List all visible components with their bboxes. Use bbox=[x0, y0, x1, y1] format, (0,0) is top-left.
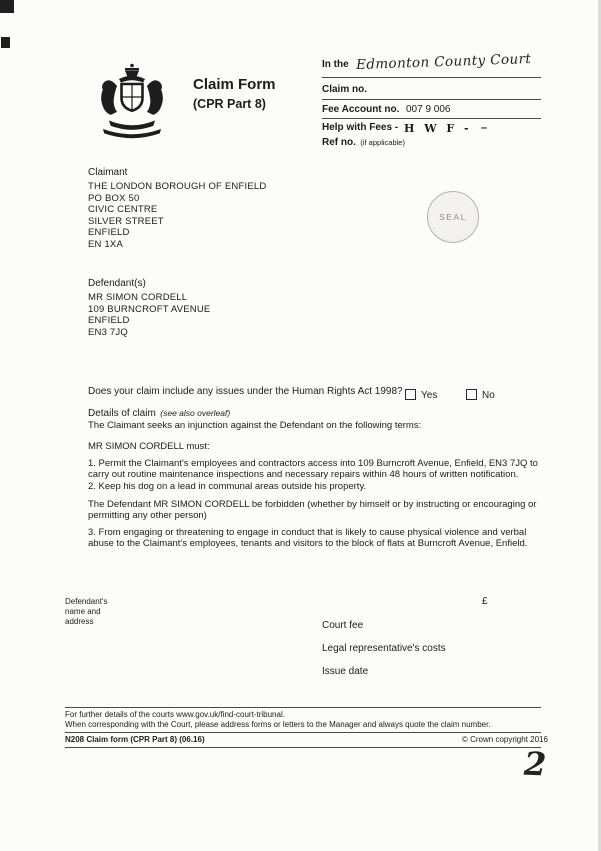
hra-no-option bbox=[466, 385, 495, 403]
royal-coat-of-arms-icon bbox=[90, 62, 174, 145]
seal-text: SEAL bbox=[439, 212, 467, 222]
in-the-label: In the bbox=[322, 59, 349, 70]
header-rule bbox=[322, 77, 541, 78]
claim-no-label: Claim no. bbox=[322, 84, 368, 95]
defendant-name-address-label-line: Defendant's bbox=[65, 597, 108, 606]
details-paragraph-1: 1. Permit the Claimant's employees and contractors access into 109 Burncroft Avenue, Enfield, EN3 7JQ to carry out routine maintenance inspections and necessary repairs within 48 hours of written notification. bbox=[88, 458, 538, 480]
no-checkbox[interactable] bbox=[466, 389, 477, 400]
fee-account-value: 007 9 006 bbox=[406, 104, 451, 115]
defendant-name-address-label bbox=[65, 597, 107, 627]
defendant-address-line: 109 BURNCROFT AVENUE bbox=[88, 303, 211, 315]
form-id: N208 Claim form (CPR Part 8) (06.16) bbox=[65, 735, 205, 744]
details-heading-row bbox=[88, 403, 230, 421]
pound-sign: £ bbox=[482, 596, 488, 607]
court-seal-stamp bbox=[427, 191, 479, 243]
yes-checkbox[interactable] bbox=[405, 389, 416, 400]
details-intro: The Claimant seeks an injunction against the Defendant on the following terms: bbox=[88, 420, 422, 431]
footer-rule bbox=[65, 732, 541, 733]
defendant-name-address-label-line: address bbox=[65, 617, 94, 626]
defendant-name-address-label-line: name and bbox=[65, 607, 101, 616]
footer-line-1: For further details of the courts www.gov.uk/find-court-tribunal. bbox=[65, 710, 285, 719]
claimant-address-line: PO BOX 50 bbox=[88, 192, 140, 204]
claimant-label: Claimant bbox=[88, 167, 128, 178]
no-label: No bbox=[482, 390, 495, 401]
details-must-line: MR SIMON CORDELL must: bbox=[88, 441, 210, 452]
claimant-address bbox=[88, 181, 266, 250]
court-name-handwritten: Edmonton County Court bbox=[355, 50, 532, 74]
footer-rule bbox=[65, 747, 541, 748]
claimant-address-line: THE LONDON BOROUGH OF ENFIELD bbox=[88, 181, 267, 192]
court-fee-label: Court fee bbox=[322, 620, 364, 631]
if-applicable-note: (if applicable) bbox=[360, 138, 405, 147]
fee-account-label: Fee Account no. bbox=[322, 104, 400, 115]
claimant-address-line: SILVER STREET bbox=[88, 215, 164, 227]
claimant-address-line: CIVIC CENTRE bbox=[88, 204, 158, 215]
footer-rule bbox=[65, 707, 541, 708]
form-subtitle: (CPR Part 8) bbox=[193, 97, 266, 111]
details-heading: Details of claim bbox=[88, 408, 156, 419]
hra-yes-option bbox=[405, 385, 437, 403]
defendant-label: Defendant(s) bbox=[88, 278, 146, 289]
issue-date-label: Issue date bbox=[322, 666, 369, 677]
footer-line-2: When corresponding with the Court, please address forms or letters to the Manager and always quote the claim number. bbox=[65, 720, 491, 729]
defendant-address-line: MR SIMON CORDELL bbox=[88, 292, 188, 303]
claimant-address-line: ENFIELD bbox=[88, 227, 130, 238]
claimant-address-line: EN 1XA bbox=[88, 238, 123, 250]
details-paragraph-2: 2. Keep his dog on a lead in communal areas outside his property. bbox=[88, 481, 367, 492]
hwf-dash: – bbox=[481, 122, 488, 134]
crown-copyright: © Crown copyright 2016 bbox=[462, 735, 548, 744]
header-rule bbox=[322, 118, 541, 119]
details-heading-note: (see also overleaf) bbox=[160, 408, 231, 418]
details-paragraph-3: 3. From engaging or threatening to engage in conduct that is likely to cause physical violence and verbal abuse to the Claimant's employees, tenants and visitors to the block of flats at Burncroft Avenue, Enfield. bbox=[88, 527, 528, 549]
handwritten-page-number: 2 bbox=[523, 744, 547, 784]
hwf-value-handwritten: H W F - bbox=[404, 122, 472, 135]
defendant-address-line: ENFIELD bbox=[88, 315, 130, 326]
header-rule bbox=[322, 99, 541, 100]
ref-no-label-row bbox=[322, 132, 405, 150]
legal-costs-label: Legal representative's costs bbox=[322, 643, 446, 654]
yes-label: Yes bbox=[421, 390, 438, 401]
help-with-fees-label: Help with Fees - bbox=[322, 122, 399, 133]
ref-no-label: Ref no. bbox=[322, 137, 356, 148]
form-title: Claim Form bbox=[193, 76, 276, 93]
scan-artifact-mark bbox=[1, 37, 10, 48]
defendant-address bbox=[88, 292, 210, 338]
hra-question-text: Does your claim include any issues under the Human Rights Act 1998? bbox=[88, 386, 403, 397]
defendant-address-line: EN3 7JQ bbox=[88, 326, 128, 338]
scan-artifact-mark bbox=[0, 0, 14, 13]
details-forbidden-line: The Defendant MR SIMON CORDELL be forbidden (whether by himself or by instructing or encouraging or permitting any other person) bbox=[88, 499, 537, 521]
